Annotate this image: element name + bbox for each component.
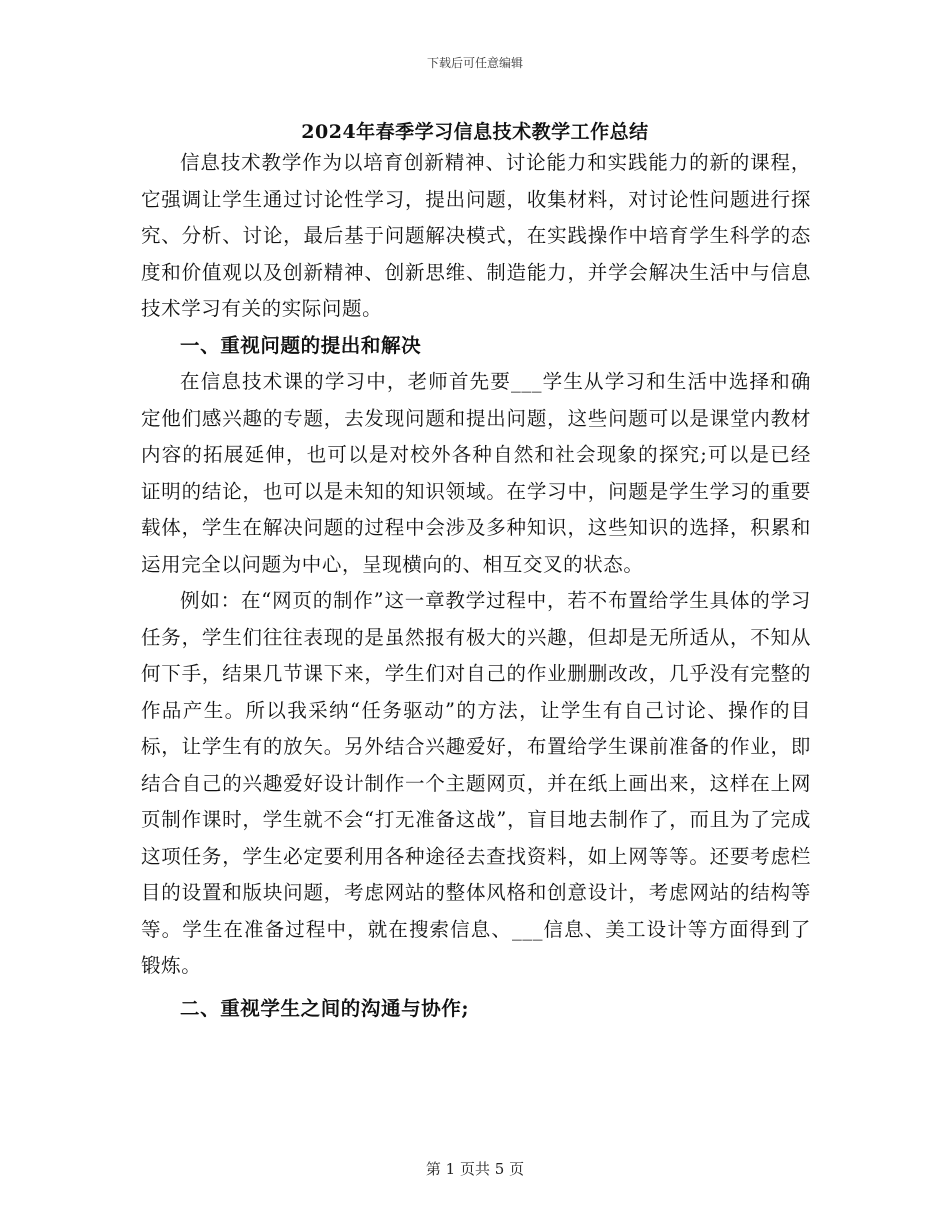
document-title: 2024年春季学习信息技术教学工作总结	[301, 121, 649, 143]
page-footer: 第 1 页共 5 页	[425, 1160, 525, 1178]
section-2-heading: 二、重视学生之间的沟通与协作;	[180, 996, 470, 1020]
header-note: 下载后可任意编辑	[426, 56, 523, 70]
section-1-heading: 一、重视问题的提出和解决	[180, 333, 422, 357]
document-body	[141, 145, 811, 1027]
intro-paragraph: 信息技术教学作为以培育创新精神、讨论能力和实践能力的新的课程，它强调让学生通过讨论性学习，提出问题，收集材料，对讨论性问题进行探究、分析、讨论，最后基于问题解决模式，在实践操作中培育学生科学的态度和价值观以及创新精神、创新思维、制造能力，并学会解决生活中与信息技术学习有关的实际问题。	[141, 151, 811, 320]
section-1-paragraph-2: 例如：在“网页的制作”这一章教学过程中，若不布置给学生具体的学习任务，学生们往往表现的是虽然报有极大的兴趣，但却是无所适从，不知从何下手，结果几节课下来，学生们对自己的作业删删改改，几乎没有完整的作品产生。所以我采纳“任务驱动”的方法，让学生有自己讨论、操作的目标，让学生有的放矢。另外结合兴趣爱好，布置给学生课前准备的作业，即结合自己的兴趣爱好设计制作一个主题网页，并在纸上画出来，这样在上网页制作课时，学生就不会“打无准备这战”，盲目地去制作了，而且为了完成这项任务，学生必定要利用各种途径去查找资料，如上网等等。还要考虑栏目的设置和版块问题，考虑网站的整体风格和创意设计，考虑网站的结构等等。学生在准备过程中，就在搜索信息、___信息、美工设计等方面得到了锻炼。	[141, 589, 811, 977]
section-1-paragraph-1: 在信息技术课的学习中，老师首先要___学生从学习和生活中选择和确定他们感兴趣的专题，去发现问题和提出问题，这些问题可以是课堂内教材内容的拓展延伸，也可以是对校外各种自然和社会现象的探究;可以是已经证明的结论，也可以是未知的知识领域。在学习中，问题是学生学习的重要载体，学生在解决问题的过程中会涉及多种知识，这些知识的选择，积累和运用完全以问题为中心，呈现横向的、相互交叉的状态。	[141, 370, 811, 576]
